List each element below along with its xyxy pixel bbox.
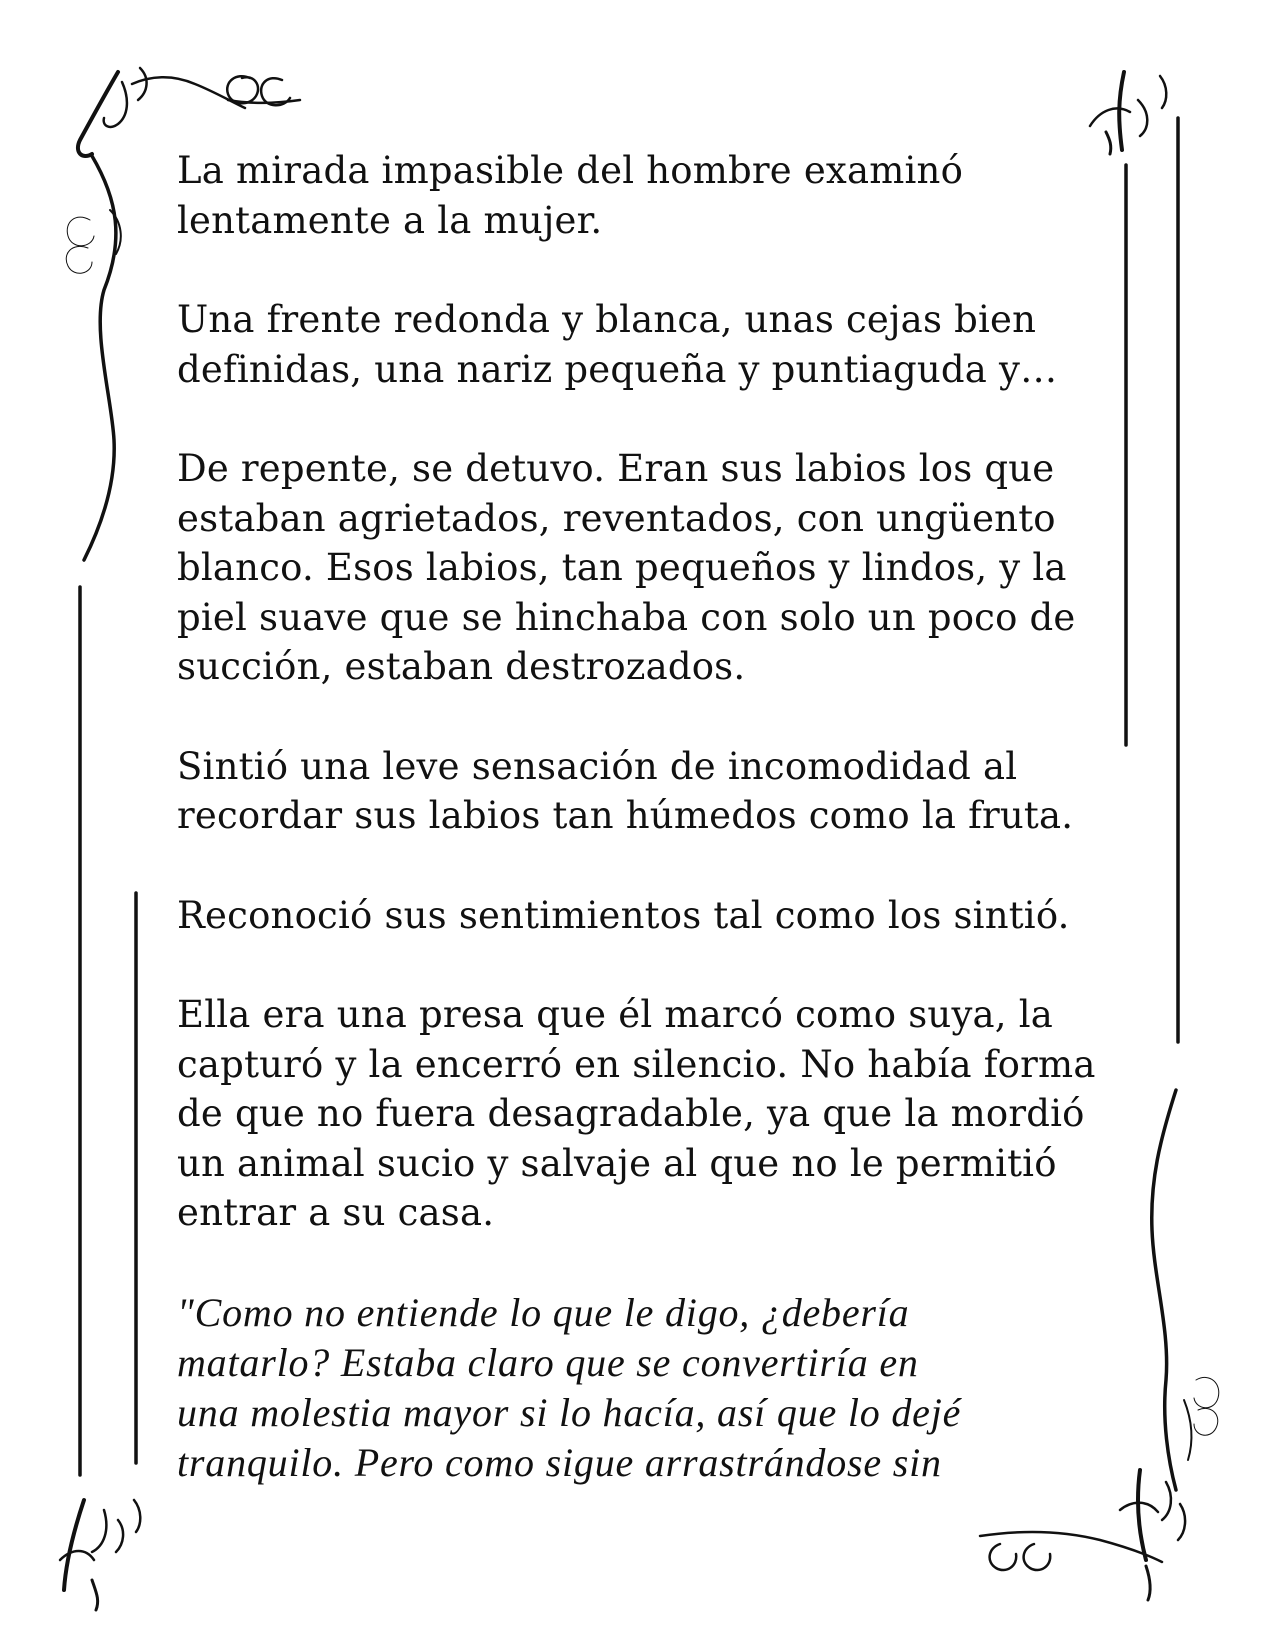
text-line: Una frente redonda y blanca, unas cejas bien [177,298,1037,341]
text-line: tranquilo. Pero como sigue arrastrándose sin [177,1439,942,1485]
text-line: La mirada impasible del hombre examinó [177,149,964,192]
text-line: entrar a su casa. [177,1191,495,1234]
text-line: una molestia mayor si lo hacía, así que lo dejé [177,1389,962,1435]
top-left-flourish-icon [78,68,300,156]
text-line: definidas, una nariz pequeña y puntiaguda y… [177,347,1058,391]
bottom-left-flourish-icon [60,1500,140,1610]
text-line: De repente, se detuvo. Eran sus labios los que [177,447,1055,490]
text-line: "Como no entiende lo que le digo, ¿debería [177,1289,910,1335]
text-line: lentamente a la mujer. [177,198,603,242]
right-curve-flourish-icon [1152,1090,1219,1490]
paragraph-4 [177,742,1117,841]
text-line: blanco. Esos labios, tan pequeños y lindos, y la [177,546,1067,589]
text-line: recordar sus labios tan húmedos como la fruta. [177,794,1074,837]
text-line: capturó y la encerró en silencio. No había forma [177,1042,1096,1086]
text-line: Reconoció sus sentimientos tal como los sintió. [177,893,1070,937]
text-line: Ella era una presa que él marcó como suya, la [177,993,1054,1036]
top-right-flourish-icon [1090,72,1166,154]
text-line: de que no fuera desagradable, ya que la mordió [177,1092,1085,1135]
text-line: succión, estaban destrozados. [177,645,746,688]
text-line: Sintió una leve sensación de incomodidad al [177,744,1018,788]
story-text [177,146,1117,1538]
paragraph-1 [177,146,1117,245]
text-line: matarlo? Estaba claro que se convertiría en [177,1339,919,1385]
paragraph-3 [177,444,1117,692]
text-line: estaban agrietados, reventados, con ungüento [177,496,1056,540]
paragraph-7-italic-quote [177,1288,1117,1488]
text-line: piel suave que se hinchaba con solo un poco de [177,595,1076,639]
paragraph-5 [177,891,1117,941]
paragraph-2 [177,295,1117,394]
left-curve-flourish-icon [66,156,121,560]
paragraph-6 [177,990,1117,1238]
text-line: un animal sucio y salvaje al que no le permitió [177,1141,1057,1185]
